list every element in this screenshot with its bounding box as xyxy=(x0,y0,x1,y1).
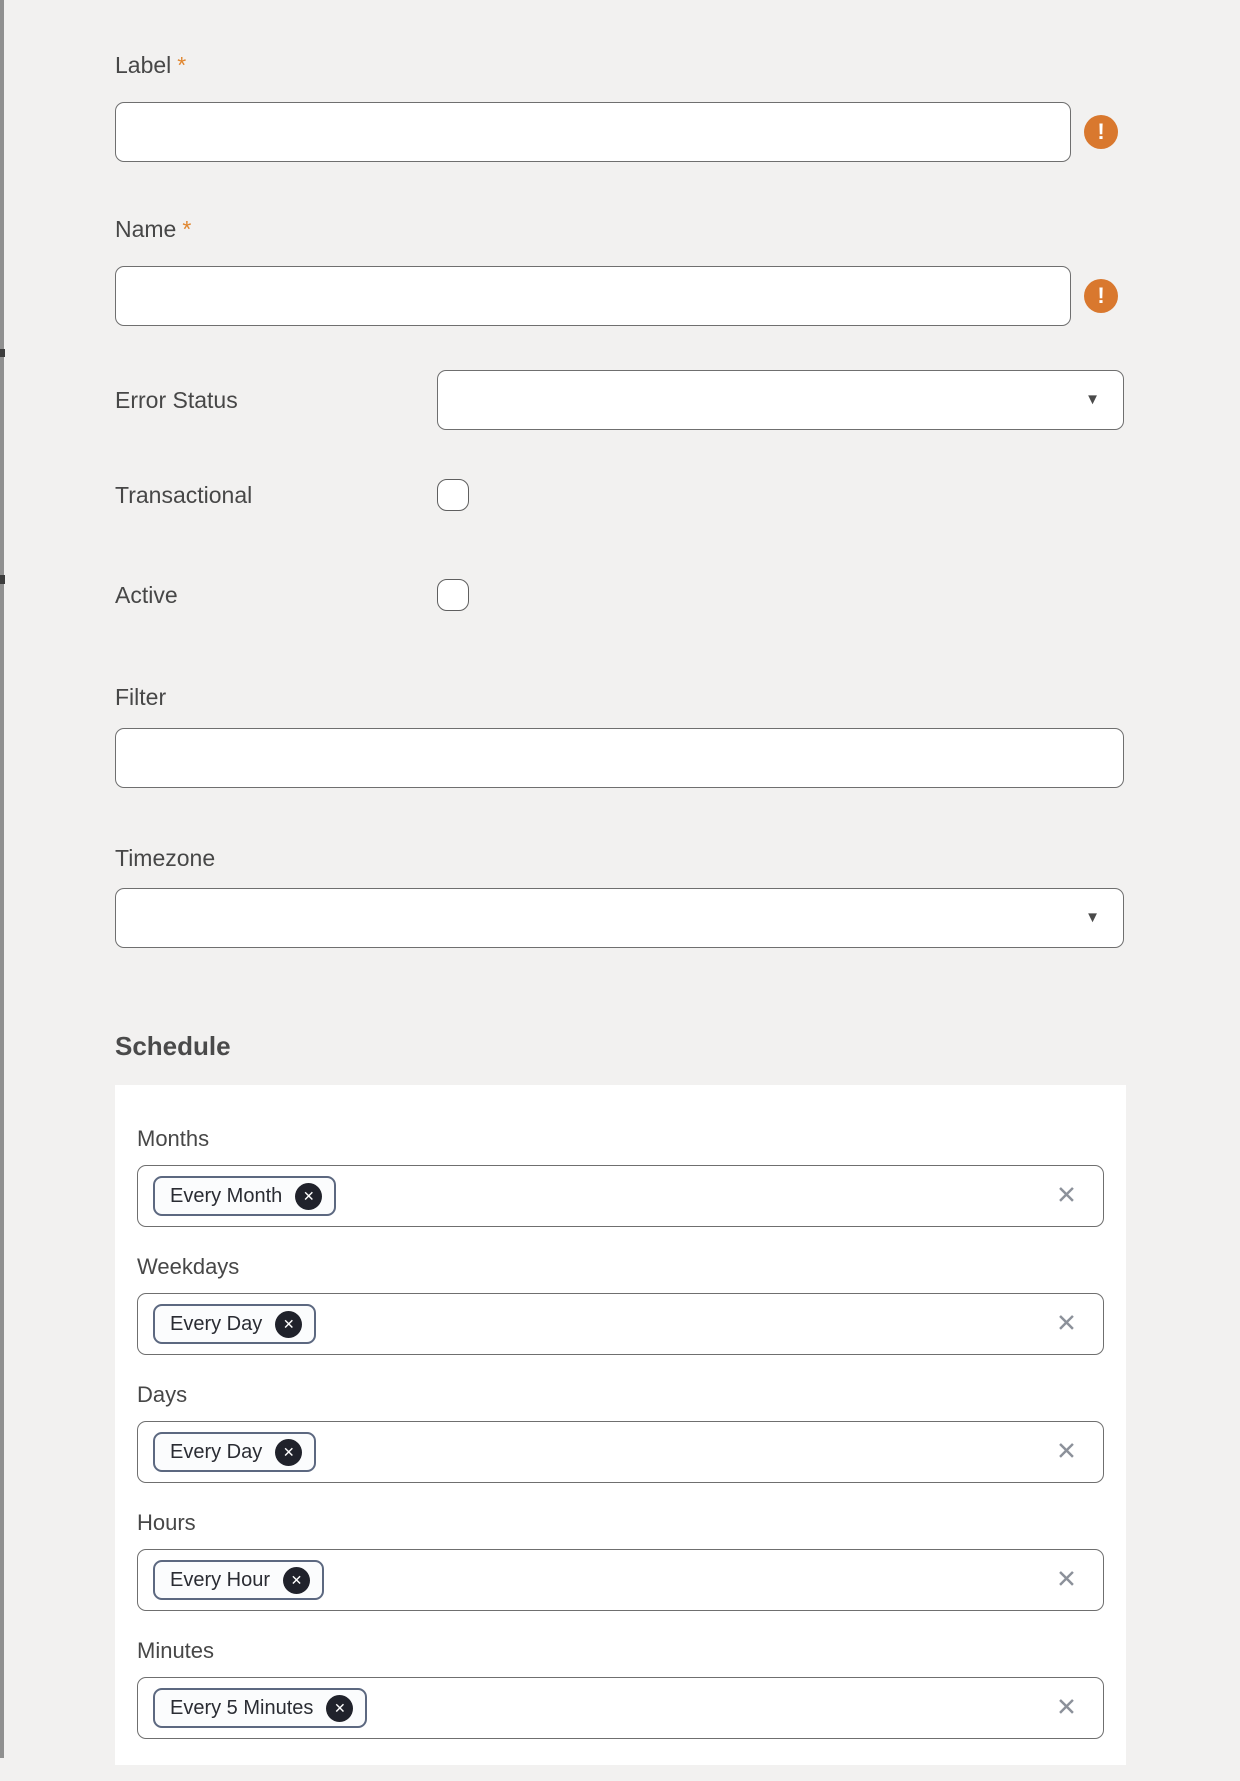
chip-label: Every Day xyxy=(170,1440,263,1463)
required-marker: * xyxy=(177,52,187,78)
label-input-row xyxy=(115,102,1124,162)
clear-icon[interactable]: ✕ xyxy=(1056,1565,1077,1594)
rail-notch xyxy=(0,575,5,584)
label-input[interactable] xyxy=(115,102,1071,162)
clear-icon[interactable]: ✕ xyxy=(1056,1693,1077,1722)
days-multiselect[interactable] xyxy=(137,1421,1104,1483)
warning-icon-glyph: ! xyxy=(1097,283,1105,308)
transactional-label: Transactional xyxy=(115,482,253,508)
selected-chip xyxy=(153,1176,336,1216)
chevron-down-icon: ▼ xyxy=(1085,909,1100,927)
error-status-select[interactable] xyxy=(437,370,1124,430)
chip-label: Every Month xyxy=(170,1184,283,1207)
active-checkbox[interactable] xyxy=(437,579,469,611)
selected-chip xyxy=(153,1432,316,1472)
name-input-row xyxy=(115,266,1124,326)
clear-icon[interactable]: ✕ xyxy=(1056,1437,1077,1466)
chip-remove-icon[interactable]: ✕ xyxy=(295,1183,322,1210)
name-field-label xyxy=(115,214,1124,244)
weekdays-label: Weekdays xyxy=(137,1254,240,1279)
schedule-row-minutes xyxy=(137,1637,1104,1739)
error-status-label: Error Status xyxy=(115,387,238,413)
selected-chip xyxy=(153,1688,367,1728)
warning-icon xyxy=(1084,279,1118,313)
chip-remove-icon[interactable]: ✕ xyxy=(283,1567,310,1594)
chip-remove-icon[interactable]: ✕ xyxy=(326,1695,353,1722)
weekdays-multiselect[interactable] xyxy=(137,1293,1104,1355)
chip-remove-icon[interactable]: ✕ xyxy=(275,1439,302,1466)
schedule-heading: Schedule xyxy=(115,1031,231,1061)
months-multiselect[interactable] xyxy=(137,1165,1104,1227)
timezone-select[interactable] xyxy=(115,888,1124,948)
transactional-row xyxy=(115,479,1124,511)
active-label: Active xyxy=(115,582,178,608)
name-input[interactable] xyxy=(115,266,1071,326)
filter-input[interactable] xyxy=(115,728,1124,788)
clear-icon[interactable]: ✕ xyxy=(1056,1181,1077,1210)
filter-label: Filter xyxy=(115,684,167,710)
active-row xyxy=(115,579,1124,611)
clear-icon[interactable]: ✕ xyxy=(1056,1309,1077,1338)
minutes-label: Minutes xyxy=(137,1638,215,1663)
warning-icon xyxy=(1084,115,1118,149)
minutes-multiselect[interactable] xyxy=(137,1677,1104,1739)
chip-label: Every 5 Minutes xyxy=(170,1696,314,1719)
transactional-checkbox[interactable] xyxy=(437,479,469,511)
selected-chip xyxy=(153,1304,316,1344)
chip-label: Every Day xyxy=(170,1312,263,1335)
rail-notch xyxy=(0,349,5,357)
schedule-row-days xyxy=(137,1381,1104,1483)
schedule-row-months xyxy=(137,1125,1104,1227)
timezone-label: Timezone xyxy=(115,845,216,871)
hours-label: Hours xyxy=(137,1510,196,1535)
schedule-row-hours xyxy=(137,1509,1104,1611)
selected-chip xyxy=(153,1560,324,1600)
chip-remove-icon[interactable]: ✕ xyxy=(275,1311,302,1338)
days-label: Days xyxy=(137,1382,188,1407)
label-field-label-text: Label xyxy=(115,52,172,78)
schedule-row-weekdays xyxy=(137,1253,1104,1355)
months-label: Months xyxy=(137,1126,210,1151)
label-field-label xyxy=(115,50,1124,80)
name-field-block xyxy=(115,214,1124,326)
required-marker: * xyxy=(182,216,192,242)
schedule-card xyxy=(115,1085,1126,1765)
chip-label: Every Hour xyxy=(170,1568,271,1591)
warning-icon-glyph: ! xyxy=(1097,119,1105,144)
chevron-down-icon: ▼ xyxy=(1085,391,1100,409)
error-status-row xyxy=(115,370,1124,430)
left-panel-divider xyxy=(0,0,4,1758)
name-field-label-text: Name xyxy=(115,216,177,242)
hours-multiselect[interactable] xyxy=(137,1549,1104,1611)
